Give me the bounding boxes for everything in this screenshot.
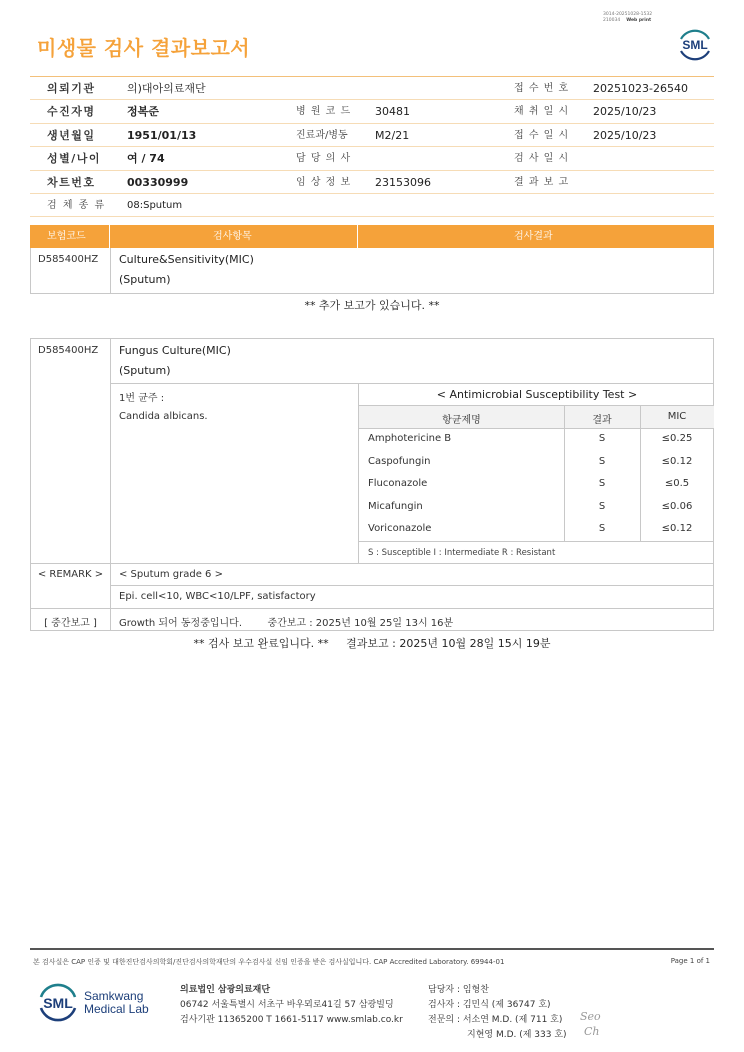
drug-result: S xyxy=(598,433,606,444)
print-label: Web print xyxy=(626,18,652,23)
col-result: 결과 xyxy=(592,415,612,426)
divider xyxy=(31,563,713,564)
ast-legend: S : Susceptible I : Intermediate R : Resistant xyxy=(368,548,556,558)
drug-name: Fluconazole xyxy=(368,478,428,490)
drug-name: Micafungin xyxy=(368,500,423,512)
footer-org: 의료법인 삼광의료재단 xyxy=(180,985,271,995)
interim-text: Growth 되어 동정중입니다. 중간보고 : 2025년 10월 25일 13시 16분 xyxy=(119,618,454,629)
requester-value: 의)대아의료재단 xyxy=(127,82,206,95)
result-table-header xyxy=(30,225,714,248)
sml-logo-icon xyxy=(36,980,80,1024)
ast-row xyxy=(359,496,714,519)
interim-label: [ 중간보고 ] xyxy=(44,618,97,629)
final-report-note: ** 검사 보고 완료입니다. ** 결과보고 : 2025년 10월 28일 15시 19분 xyxy=(193,637,551,650)
svg-text:SML: SML xyxy=(682,38,708,52)
print-code: 3014-20251028-1532 xyxy=(603,12,653,17)
drug-mic: ≤0.06 xyxy=(661,500,693,512)
drug-mic: ≤0.12 xyxy=(661,523,693,535)
drug-result: S xyxy=(598,500,606,512)
test1-box xyxy=(30,248,714,294)
info-row-6 xyxy=(30,194,714,217)
footer-logo-name xyxy=(84,990,149,1016)
collect-date-label: 채 취 일 시 xyxy=(514,106,570,118)
col-drug: 항균제명 xyxy=(442,415,481,426)
patient-info-grid xyxy=(30,76,714,217)
chart-value: 00330999 xyxy=(127,175,189,189)
result-report-label: 결 과 보 고 xyxy=(514,176,570,188)
birth-value: 1951/01/13 xyxy=(127,128,197,142)
footer-staff-manager: 담당자 : 임형찬 xyxy=(428,985,489,995)
test2-name: Fungus Culture(MIC) xyxy=(119,344,231,357)
divider xyxy=(110,248,111,293)
drug-name: Caspofungin xyxy=(368,455,431,467)
header-code: 보험코드 xyxy=(47,231,86,242)
drug-result: S xyxy=(598,455,606,467)
test2-box xyxy=(30,338,714,631)
requester-label: 의뢰기관 xyxy=(47,82,96,95)
ast-row xyxy=(359,428,714,451)
drug-result: S xyxy=(598,478,606,490)
drug-mic: ≤0.25 xyxy=(661,433,693,444)
remark-label: < REMARK > xyxy=(37,569,104,580)
receipt-no-value: 20251023-26540 xyxy=(593,82,688,95)
patient-value: 정복준 xyxy=(127,105,159,119)
ast-table xyxy=(358,383,714,563)
doctor-label: 담 당 의 사 xyxy=(296,153,352,165)
patient-label: 수진자명 xyxy=(47,105,96,119)
receipt-no-label: 접 수 번 호 xyxy=(514,83,570,94)
test2-code: D585400HZ xyxy=(38,345,99,356)
drug-result: S xyxy=(598,523,606,535)
test2-specimen: (Sputum) xyxy=(119,364,171,377)
footer-contact: 검사기관 11365200 T 1661-5117 www.smlab.co.kr xyxy=(180,1015,403,1025)
logo-name-line1: Samkwang xyxy=(84,989,144,1003)
report-title: 미생물 검사 결과보고서 xyxy=(37,36,251,60)
info-row-5 xyxy=(30,171,714,194)
divider xyxy=(31,608,713,609)
drug-mic: ≤0.12 xyxy=(661,455,693,467)
clinical-value: 23153096 xyxy=(375,175,431,189)
footer-staff-specialist2: 지현영 M.D. (제 333 호) xyxy=(467,1030,567,1040)
footer-staff-specialist1: 전문의 : 서소연 M.D. (제 711 호) xyxy=(428,1015,563,1025)
col-mic: MIC xyxy=(667,411,687,422)
drug-mic: ≤0.5 xyxy=(664,478,690,490)
print-meta xyxy=(603,12,693,24)
ast-title: < Antimicrobial Susceptibility Test > xyxy=(436,388,638,401)
dept-value: M2/21 xyxy=(375,128,410,142)
ast-row xyxy=(359,451,714,474)
svg-text:SML: SML xyxy=(43,995,73,1011)
specimen-value: 08:Sputum xyxy=(127,199,183,211)
info-row-4 xyxy=(30,147,714,170)
signature-2: Ch xyxy=(584,1025,600,1038)
hospital-code-label: 병 원 코 드 xyxy=(296,106,352,118)
sml-logo-icon xyxy=(676,25,714,63)
receipt-date-label: 접 수 일 시 xyxy=(514,129,570,141)
ast-row xyxy=(359,473,714,496)
dept-label: 진료과/병동 xyxy=(296,129,348,141)
footer-staff-tester: 검사자 : 김민식 (제 36747 호) xyxy=(428,1000,551,1010)
signature-1: Seo xyxy=(580,1010,601,1023)
header-result: 검사결과 xyxy=(514,231,553,242)
info-row-1 xyxy=(30,77,714,100)
print-code2: 210034 xyxy=(603,18,621,23)
remark-grade: < Sputum grade 6 > xyxy=(119,569,223,580)
footer-page: Page 1 of 1 xyxy=(670,957,710,965)
clinical-label: 임 상 정 보 xyxy=(296,176,352,188)
ast-header-row xyxy=(359,406,714,428)
info-row-3 xyxy=(30,124,714,147)
info-row-2 xyxy=(30,100,714,123)
hospital-code-value: 30481 xyxy=(375,105,410,119)
receipt-date-value: 2025/10/23 xyxy=(593,128,657,142)
header-divider xyxy=(357,225,358,248)
collect-date-value: 2025/10/23 xyxy=(593,105,657,119)
isolate-label: 1번 균주 : xyxy=(119,393,165,404)
divider xyxy=(110,585,713,586)
chart-label: 차트번호 xyxy=(47,175,96,189)
header-item: 검사항목 xyxy=(213,231,252,242)
test-date-label: 검 사 일 시 xyxy=(514,153,570,165)
header-divider xyxy=(109,225,110,248)
sex-age-label: 성별/나이 xyxy=(47,152,102,166)
footer-cert: 본 검사실은 CAP 인증 및 대한진단검사의학회/진단검사의학재단의 우수검사실 신임 인증을 받은 검사실입니다. CAP Accredited Laboratory. 69944-01 xyxy=(33,958,505,966)
footer-address: 06742 서울특별시 서초구 바우뫼로41길 57 삼광빌딩 xyxy=(180,1000,394,1010)
test1-specimen: (Sputum) xyxy=(119,273,171,286)
test1-code: D585400HZ xyxy=(38,254,99,265)
ast-row xyxy=(359,518,714,541)
divider xyxy=(359,541,714,542)
specimen-label: 검 체 종 류 xyxy=(47,199,106,211)
sex-age-value: 여 / 74 xyxy=(127,152,165,166)
test1-name: Culture&Sensitivity(MIC) xyxy=(119,253,254,266)
additional-report-note: ** 추가 보고가 있습니다. ** xyxy=(304,299,440,312)
drug-name: Amphotericine B xyxy=(368,433,452,444)
logo-name-line2: Medical Lab xyxy=(84,1002,149,1016)
remark-detail: Epi. cell<10, WBC<10/LPF, satisfactory xyxy=(119,591,316,602)
isolate-name: Candida albicans. xyxy=(119,411,208,422)
footer-divider xyxy=(30,948,714,950)
drug-name: Voriconazole xyxy=(368,523,432,535)
birth-label: 생년월일 xyxy=(47,128,96,142)
